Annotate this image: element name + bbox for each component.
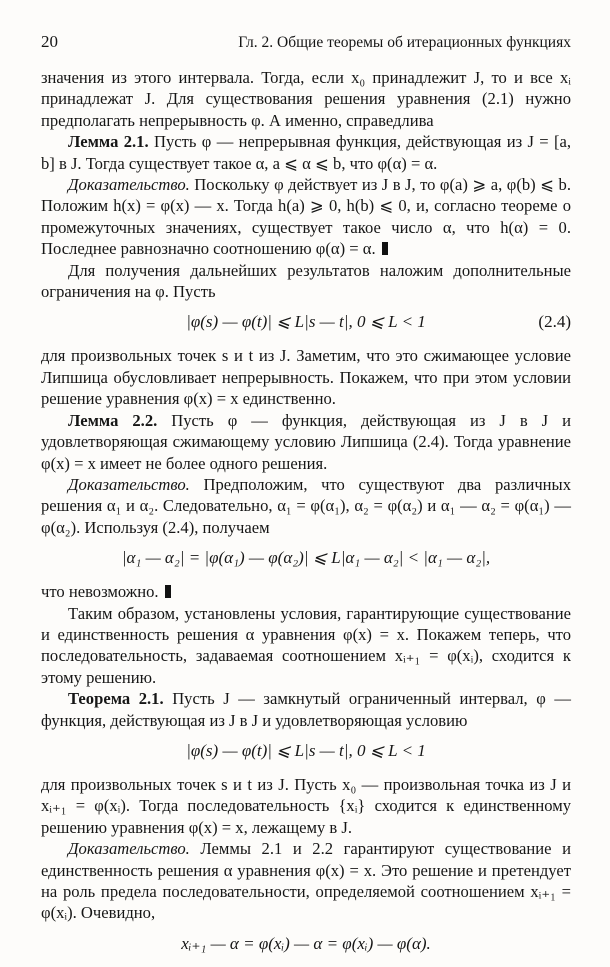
proof-label: Доказательство. bbox=[68, 839, 190, 859]
book-page bbox=[41, 32, 571, 967]
paragraph-convergence: для произвольных точек s и t из J. Пусть x₀ — произвольная точка из J и xᵢ₊₁ = φ(xᵢ). Тогда последовательность {xᵢ} сходится к единственному решению уравнения φ(x) = x, лежащему в J. bbox=[41, 774, 571, 837]
lemma-label: Лемма 2.2. bbox=[68, 410, 158, 430]
running-title: Гл. 2. Общие теоремы об итерационных функциях bbox=[238, 34, 571, 51]
lemma-label: Лемма 2.1. bbox=[68, 132, 149, 152]
qed-mark bbox=[165, 585, 171, 598]
theorem-label: Теорема 2.1. bbox=[68, 689, 164, 709]
formula-final bbox=[41, 933, 571, 955]
paragraph-lipschitz: для произвольных точек s и t из J. Заметим, что это сжимающее условие Липшица обусловливает непрерывность. Покажем, что при этом условии решение уравнения φ(x) = x единственно. bbox=[41, 346, 571, 409]
proof-label: Доказательство. bbox=[68, 474, 190, 494]
theorem-text: Пусть J — замкнутый ограниченный интервал, φ — функция, действующая из J в J и удовлетворяющая условию bbox=[41, 689, 571, 730]
proof-text: Предположим, что существуют два различных решения α₁ и α₂. Следовательно, α₁ = φ(α₁), α₂ = φ(α₂) и α₁ — α₂ = φ(α₁) — φ(α₂). Используя (2.4), получаем bbox=[41, 474, 571, 537]
lemma-text: Пусть φ — функция, действующая из J в J и удовлетворяющая сжимающему условию Липшица (2.4). Тогда уравнение φ(x) = x имеет не более одного решения. bbox=[41, 410, 571, 473]
formula-2-4 bbox=[41, 311, 571, 333]
impossible-text: что невозможно. bbox=[41, 582, 159, 602]
qed-mark bbox=[382, 242, 388, 255]
theorem-2-1 bbox=[41, 688, 571, 731]
page-header bbox=[41, 32, 571, 52]
proof-text: Поскольку φ действует из J в J, то φ(a) ⩾ a, φ(b) ⩽ b. Положим h(x) = φ(x) — x. Тогда h(a) ⩾ 0, h(b) ⩽ 0, и, согласно теореме о промежуточных значениях, существует такое число α, что h(α) = 0. Последнее равнозначно соотношению φ(α) = α. bbox=[41, 175, 571, 259]
equation-number: (2.4) bbox=[538, 312, 571, 332]
paragraph-summary: Таким образом, установлены условия, гарантирующие существование и единственность решения α уравнения φ(x) = x. Покажем теперь, что последовательность, задаваемая соотношением xᵢ₊₁ = φ(xᵢ), сходится к этому решению. bbox=[41, 603, 571, 687]
proof-lemma-2-2 bbox=[41, 474, 571, 538]
formula-final-body: xᵢ₊₁ — α = φ(xᵢ) — α = φ(xᵢ) — φ(α). bbox=[181, 933, 431, 953]
page-number: 20 bbox=[41, 32, 58, 51]
formula-chain-body: |α₁ — α₂| = |φ(α₁) — φ(α₂)| ⩽ L|α₁ — α₂| < |α₁ — α₂|, bbox=[121, 548, 491, 568]
proof-theorem-2-1 bbox=[41, 838, 571, 924]
formula-chain bbox=[41, 547, 571, 569]
formula-lipschitz-body: |φ(s) — φ(t)| ⩽ L|s — t|, 0 ⩽ L < 1 bbox=[186, 740, 426, 760]
proof-label: Доказательство. bbox=[68, 175, 190, 195]
formula-2-4-body: |φ(s) — φ(t)| ⩽ L|s — t|, 0 ⩽ L < 1 bbox=[186, 312, 426, 332]
lemma-2-2 bbox=[41, 410, 571, 474]
lemma-2-1 bbox=[41, 131, 571, 174]
formula-lipschitz bbox=[41, 740, 571, 762]
paragraph-restrictions: Для получения дальнейших результатов наложим дополнительные ограничения на φ. Пусть bbox=[41, 260, 571, 302]
paragraph-intro: значения из этого интервала. Тогда, если x₀ принадлежит J, то и все xᵢ принадлежат J. Для существования решения уравнения (2.1) нужно предполагать непрерывность φ. А именно, справедлива bbox=[41, 68, 571, 130]
paragraph-impossible bbox=[41, 581, 571, 602]
lemma-text: Пусть φ — непрерывная функция, действующая из J = [a, b] в J. Тогда существует такое α, a ⩽ α ⩽ b, что φ(α) = α. bbox=[41, 132, 572, 173]
proof-lemma-2-1 bbox=[41, 174, 571, 260]
proof-text: Леммы 2.1 и 2.2 гарантируют существование и единственность решения α уравнения φ(x) = x. Это решение и претендует на роль предела последовательности, определяемой соотношением xᵢ₊₁ = φ(xᵢ). Очевидно, bbox=[41, 839, 571, 923]
